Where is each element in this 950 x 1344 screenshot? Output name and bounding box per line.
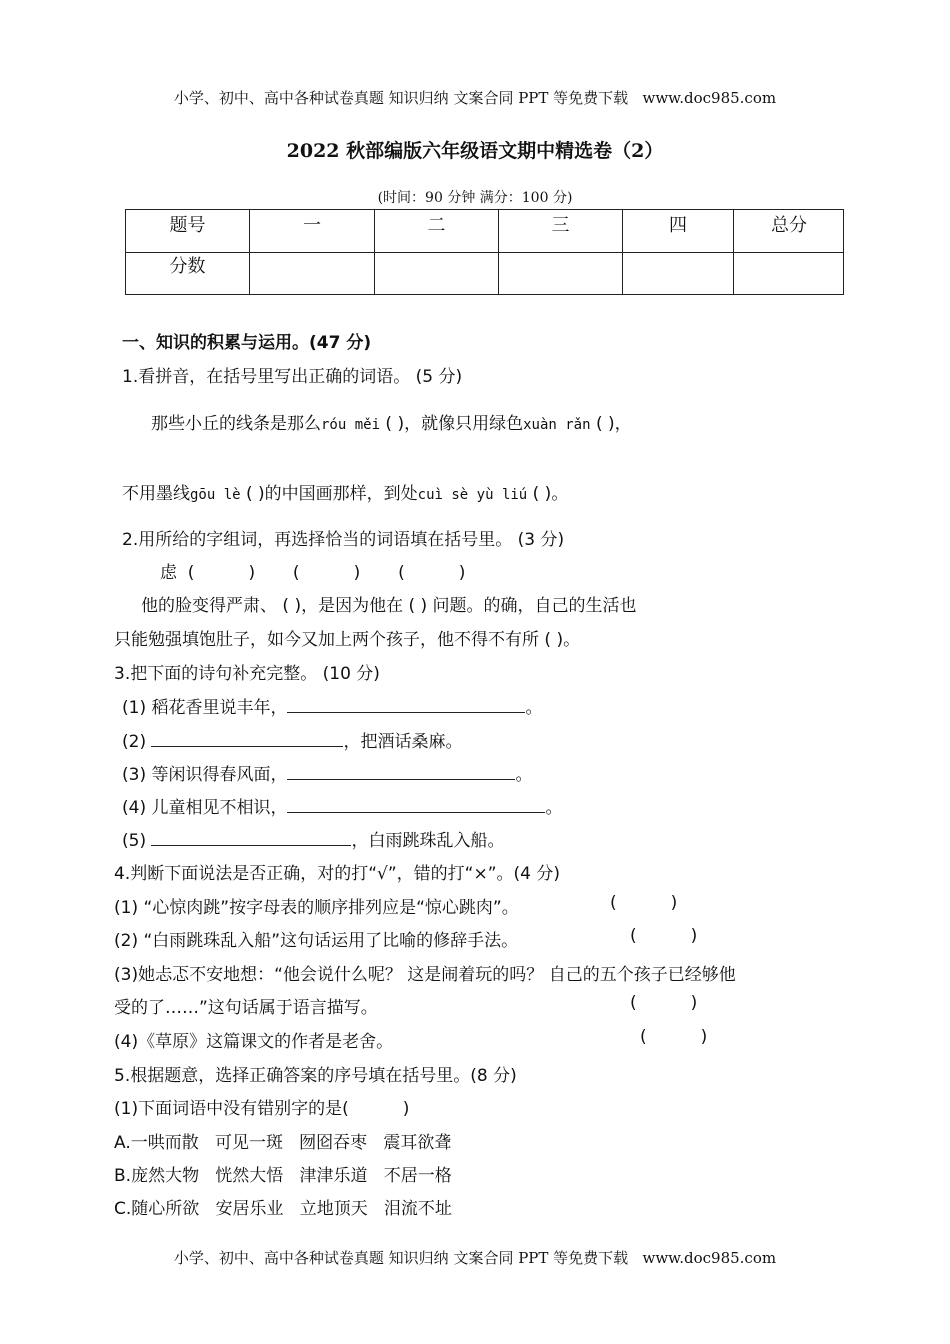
q5-sub-1[interactable]: (1)下面词语中没有错别字的是( ) [114, 1099, 410, 1119]
bottom-banner [0, 1247, 950, 1268]
judge-paren-3[interactable]: ( ) [630, 993, 698, 1013]
exam-title: 2022 秋部编版六年级语文期中精选卷（2） [286, 140, 664, 162]
answer-blank-3[interactable]: ( ) [245, 484, 265, 504]
pinyin-cui-se-yu-liu: cuì sè yù liú [417, 487, 528, 503]
banner-url[interactable]: www.doc985.com [642, 89, 777, 107]
q4-item-3-line1: (3)她忐忑不安地想：“他会说什么呢？ 这是闹着玩的吗？ 自己的五个孩子已经够他 [114, 965, 736, 985]
q3-item-1: (1) 稻花香里说丰年， 。 [122, 698, 543, 718]
q4-item-2: (2) “白雨跳珠乱入船”这句话运用了比喻的修辞手法。 [114, 931, 519, 951]
q5-option-b: B.庞然大物 恍然大悟 津津乐道 不居一格 [114, 1166, 452, 1186]
poem-blank-3[interactable] [287, 765, 515, 780]
q2-char-line[interactable]: 虑 ( ) ( ) ( ) [160, 563, 466, 583]
score-header-3: 三 [551, 215, 570, 236]
q5-title: 5.根据题意，选择正确答案的序号填在括号里。(8 分) [114, 1066, 517, 1086]
score-header-total: 总分 [771, 215, 807, 236]
score-table [125, 209, 844, 295]
q1-line2: 不用墨线gōu lè ( )的中国画那样，到处cuì sè yù liú ( )。 [122, 484, 569, 504]
poem-blank-2[interactable] [151, 732, 343, 747]
score-input-2[interactable] [375, 253, 498, 294]
judge-paren-1[interactable]: ( ) [610, 893, 678, 913]
answer-blank-1[interactable]: ( ) [385, 414, 405, 434]
top-banner [0, 87, 950, 108]
exam-meta: (时间：90 分钟 满分：100 分) [377, 190, 573, 206]
q5-option-a: A.一哄而散 可见一斑 囫囵吞枣 震耳欲聋 [114, 1133, 452, 1153]
score-input-1[interactable] [250, 253, 374, 294]
q3-item-5: (5) ，白雨跳珠乱入船。 [122, 831, 505, 851]
poem-blank-1[interactable] [287, 698, 525, 713]
pinyin-xuan-ran: xuàn rǎn [523, 417, 591, 433]
bottom-banner-url[interactable]: www.doc985.com [642, 1249, 777, 1267]
poem-blank-5[interactable] [151, 831, 351, 846]
q3-item-2: (2) ，把酒话桑麻。 [122, 732, 463, 752]
score-header-1: 一 [303, 215, 321, 236]
q2-paragraph-line1[interactable]: 他的脸变得严肃、 ( )，是因为他在 ( ) 问题。的确，自己的生活也 [141, 596, 637, 616]
q2-title: 2.用所给的字组词，再选择恰当的词语填在括号里。 (3 分) [122, 530, 565, 550]
score-header-number: 题号 [169, 215, 206, 236]
score-input-total[interactable] [734, 253, 844, 294]
q4-item-4: (4)《草原》这篇课文的作者是老舍。 [114, 1032, 394, 1052]
score-row-label: 分数 [169, 256, 206, 277]
q3-title: 3.把下面的诗句补充完整。 (10 分) [114, 664, 380, 684]
q3-item-4: (4) 儿童相见不相识， 。 [122, 798, 563, 818]
q4-item-3-line2: 受的了……”这句话属于语言描写。 [114, 998, 378, 1018]
q3-item-3: (3) 等闲识得春风面， 。 [122, 765, 533, 785]
q4-title: 4.判断下面说法是否正确，对的打“√”，错的打“×”。(4 分) [114, 864, 561, 884]
banner-text: 小学、初中、高中各种试卷真题 知识归纳 文案合同 PPT 等免费下载 [173, 89, 629, 107]
pinyin-gou-le: gōu lè [190, 487, 241, 503]
answer-blank-2[interactable]: ( ) [595, 414, 615, 434]
poem-blank-4[interactable] [287, 798, 545, 813]
score-header-2: 二 [427, 215, 446, 236]
q2-paragraph-line2[interactable]: 只能勉强填饱肚子，如今又加上两个孩子，他不得不有所 ( )。 [114, 630, 581, 650]
score-input-4[interactable] [623, 253, 733, 294]
answer-blank-4[interactable]: ( ) [532, 484, 552, 504]
judge-paren-4[interactable]: ( ) [640, 1027, 708, 1047]
pinyin-rou-mei: róu měi [321, 417, 381, 433]
bottom-banner-text: 小学、初中、高中各种试卷真题 知识归纳 文案合同 PPT 等免费下载 [173, 1249, 629, 1267]
section-1-title: 一、知识的积累与运用。(47 分) [122, 333, 372, 353]
q5-option-c: C.随心所欲 安居乐业 立地顶天 泪流不址 [114, 1199, 452, 1219]
score-header-4: 四 [669, 215, 687, 236]
q1-line1: 那些小丘的线条是那么róu měi ( )，就像只用绿色xuàn rǎn ( )， [151, 414, 632, 434]
judge-paren-2[interactable]: ( ) [630, 926, 698, 946]
q4-item-1: (1) “心惊肉跳”按字母表的顺序排列应是“惊心跳肉”。 [114, 898, 519, 918]
q1-title: 1.看拼音，在括号里写出正确的词语。 (5 分) [122, 367, 463, 387]
score-input-3[interactable] [499, 253, 622, 294]
